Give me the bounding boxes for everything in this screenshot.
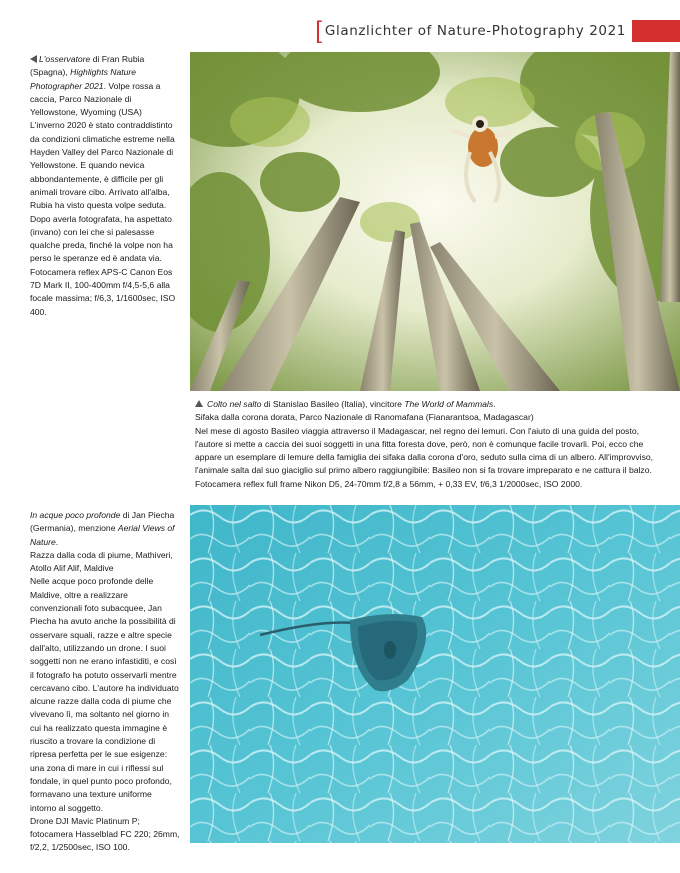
caption-lemur-title: Colto nel salto	[207, 399, 262, 409]
caption-lemur-camera: Fotocamera reflex full frame Nikon D5, 24-70mm f/2,8 a 56mm, + 0,33 EV, f/6,3 1/2000sec, ISO 2000.	[195, 478, 583, 489]
caption-lemur-heading: Colto nel salto di Stanislao Basileo (Italia), vincitore The World of Mammals.	[195, 398, 665, 411]
caption-fox-heading: L'osservatore di Fran Rubia (Spagna), Highlights Nature Photographer 2021. Volpe rossa a caccia, Parco Nazionale di Yellowstone, Wyoming (USA)	[30, 54, 161, 118]
photo-stingray	[190, 505, 680, 843]
caption-fox	[30, 53, 180, 319]
header-accent-tab	[632, 20, 680, 42]
caption-ray-heading: In acque poco profonde di Jan Piecha (Germania), menzione Aerial Views of Nature.	[30, 510, 175, 547]
header-bracket: [	[315, 17, 322, 44]
caption-lemur-award: The World of Mammals	[404, 399, 494, 409]
photo-lemur	[190, 52, 680, 391]
caption-ray-camera: Drone DJI Mavic Platinum P; fotocamera Hasselblad FC 220; 26mm, f/2,2, 1/2500sec, ISO 100.	[30, 815, 180, 853]
caption-lemur-subject: Sifaka dalla corona dorata, Parco Nazionale di Ranomafana (Fianarantsoa, Madagascar)	[195, 412, 534, 423]
caption-fox-camera: Fotocamera reflex APS-C Canon Eos 7D Mark II, 100-400mm f/4,5-5,6 alla focale massima; f/6,3, 1/1600sec, ISO 400.	[30, 266, 176, 317]
caption-lemur-body: Nel mese di agosto Basileo viaggia attraverso il Madagascar, nel regno dei lemuri. Con l'aiuto di una guida del posto, l'autore si mette a caccia dei suoi soggetti in una fitta foresta dove, però, non è comunque facile trovarli. Poi, ecco che appare un esemplare di lemure della famiglia dei sifaka dalla corona d'oro, seduto sulla cima di un albero. All'improvviso, l'animale salta dal suo giaciglio sul primo albero raggiungibile: Basileo non si fa trovare impreparato e ne cattura il balzo.	[195, 425, 654, 476]
caption-fox-award: Highlights Nature Photographer 2021	[30, 67, 137, 91]
caption-lemur	[195, 398, 665, 491]
caption-ray-subject: Razza dalla coda di piume, Mathiveri, Atollo Alif Alif, Maldive	[30, 549, 173, 574]
caption-ray-award: Aerial Views of Nature	[30, 523, 175, 547]
header-title: Glanzlichter of Nature-Photography 2021	[324, 23, 626, 39]
running-header	[315, 18, 680, 44]
caption-fox-title: L'osservatore	[39, 54, 91, 64]
arrow-up-icon	[195, 400, 203, 407]
caption-ray	[30, 509, 180, 855]
caption-ray-title: In acque poco profonde	[30, 510, 121, 520]
caption-ray-body: Nelle acque poco profonde delle Maldive, oltre a realizzare convenzionali foto subacquee, Jan Piecha ha avuto anche la possibilità di osservare squali, razze e altre specie dall'alto, utilizzando un drone. I suoi soggetti non ne erano infastiditi, e così il fotografo ha potuto osservarli mentre cercavano cibo. L'autore ha individuato alcune razze dalla coda di piume che vivevano lì, ma soltanto nel giorno in cui ha realizzato questa immagine è riuscito a trovare la condizione di ripresa perfetta per le sue esigenze: una zona di mare in cui i riflessi sul fondale, in quel punto poco profondo, formavano una texture uniforme intorno al soggetto.	[30, 576, 179, 813]
arrow-left-icon	[30, 55, 37, 63]
caption-fox-body: L'inverno 2020 è stato contraddistinto da condizioni climatiche estreme nella Hayden Valley del Parco Nazionale di Yellowstone. E quando nevica abbondantemente, è difficile per gli animali trovare cibo. Arrivato all'alba, Rubia ha visto questa volpe seduta. Dopo averla fotografata, ha aspettato (invano) con lei che si palesasse qualche preda, finché la volpe non ha perso le speranze ed è andata via.	[30, 120, 175, 264]
